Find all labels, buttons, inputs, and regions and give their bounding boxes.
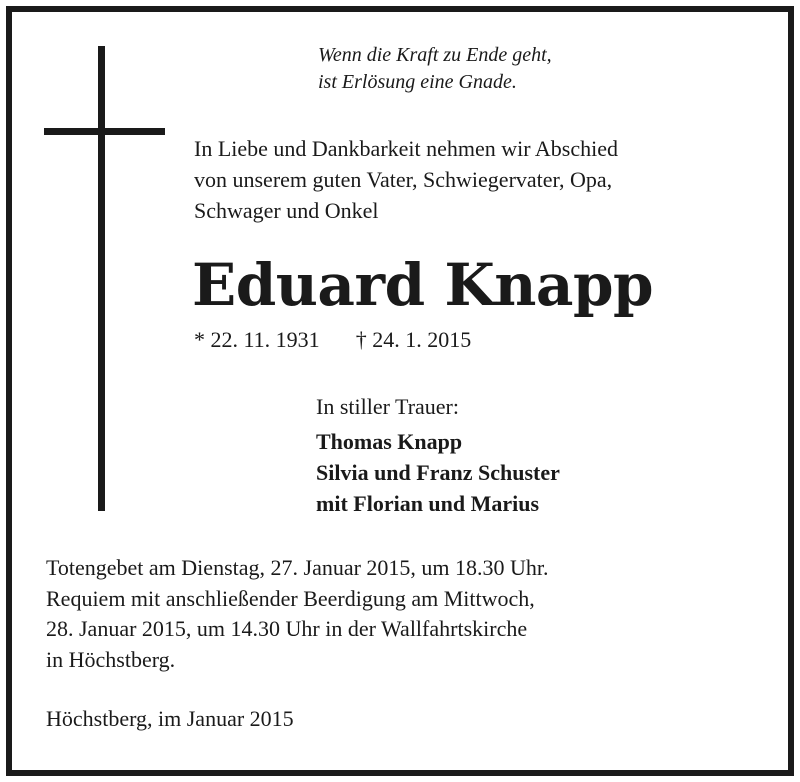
mourner-line: Thomas Knapp — [316, 429, 463, 454]
place-date: Höchstberg, im Januar 2015 — [46, 706, 294, 731]
cross-horizontal-bar — [44, 128, 165, 135]
motto-line: ist Erlösung eine Gnade. — [318, 71, 517, 93]
notice-line: Requiem mit anschließender Beerdigung am Mittwoch, — [46, 585, 535, 611]
cross-vertical-bar — [98, 46, 105, 511]
birth-date: * 22. 11. 1931 — [194, 327, 320, 352]
intro-line: Schwager und Onkel — [194, 198, 379, 223]
deceased-name: Eduard Knapp — [192, 251, 654, 319]
mourner-line: mit Florian und Marius — [316, 491, 540, 516]
death-date: † 24. 1. 2015 — [355, 327, 472, 352]
intro-text — [194, 133, 618, 226]
mourners-list — [316, 426, 560, 519]
notice-line: 28. Januar 2015, um 14.30 Uhr in der Wallfahrtskirche — [46, 616, 528, 641]
mourner-line: Silvia und Franz Schuster — [316, 460, 560, 485]
intro-line: In Liebe und Dankbarkeit nehmen wir Abschied — [194, 136, 618, 161]
motto-line: Wenn die Kraft zu Ende geht, — [318, 44, 552, 66]
notice-line: in Höchstberg. — [46, 646, 176, 672]
notice-line: Totengebet am Dienstag, 27. Januar 2015, um 18.30 Uhr. — [46, 555, 549, 580]
intro-line: von unserem guten Vater, Schwiegervater, Opa, — [194, 167, 613, 192]
service-notice — [46, 553, 549, 675]
life-dates — [194, 325, 471, 355]
motto — [318, 42, 552, 96]
mourners-label: In stiller Trauer: — [316, 394, 459, 419]
